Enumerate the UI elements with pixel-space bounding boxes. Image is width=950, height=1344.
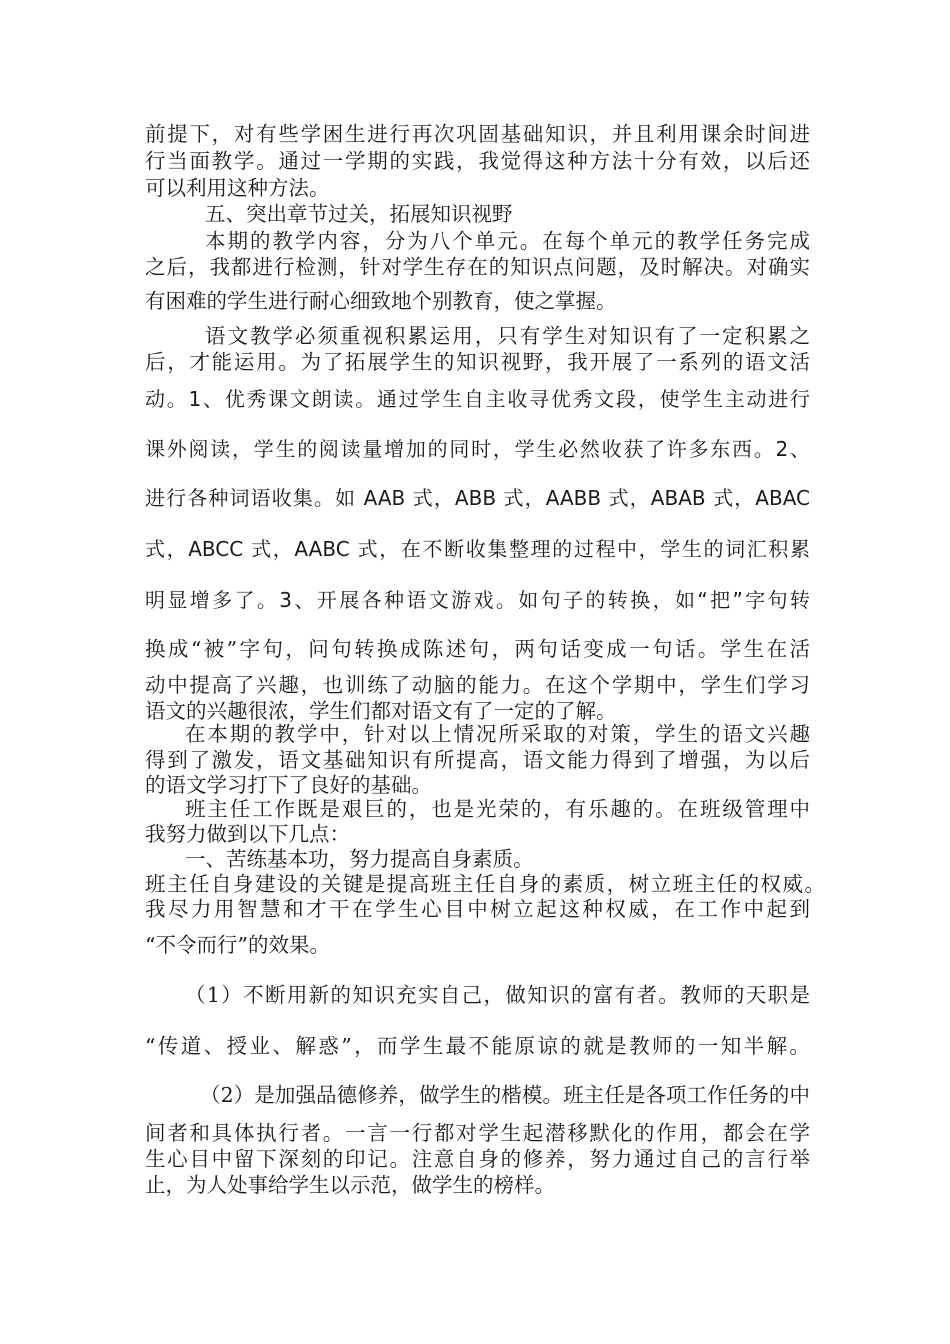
paragraph-line: 语文教学必须重视积累运用，只有学生对知识有了一定积累之: [205, 324, 810, 348]
paragraph-line: 本期的教学内容，分为八个单元。在每个单元的教学任务完成: [205, 229, 810, 253]
paragraph-line: 语文的兴趣很浓，学生们都对语文有了一定的了解。: [145, 699, 617, 723]
paragraph-line: 式，ABCC 式，AABC 式，在不断收集整理的过程中，学生的词汇积累: [145, 537, 810, 561]
section-heading: 一、苦练基本功，努力提高自身素质。: [185, 847, 534, 871]
paragraph-line: 生心目中留下深刻的印记。注意自身的修养，努力通过自己的言行举: [145, 1147, 810, 1171]
paragraph-line: 进行各种词语收集。如 AAB 式，ABB 式，AABB 式，ABAB 式，ABAC: [145, 486, 810, 510]
paragraph-line: （1）不断用新的知识充实自己，做知识的富有者。教师的天职是: [185, 983, 810, 1007]
paragraph-line: 换成“被”字句，问句转换成陈述句，两句话变成一句话。学生在活: [145, 637, 810, 661]
paragraph-line: 课外阅读，学生的阅读量增加的同时，学生必然收获了许多东西。2、: [145, 437, 810, 461]
paragraph-line: 在本期的教学中，针对以上情况所采取的对策，学生的语文兴趣: [185, 722, 810, 746]
paragraph-line: 前提下，对有些学困生进行再次巩固基础知识，并且利用课余时间进: [145, 122, 810, 146]
paragraph-line: 止，为人处事给学生以示范，做学生的榜样。: [145, 1173, 555, 1197]
paragraph-line: “不令而行”的效果。: [145, 933, 330, 957]
paragraph-line: 动。1、优秀课文朗读。通过学生自主收寻优秀文段，使学生主动进行: [145, 387, 810, 411]
paragraph-line: 后，才能运用。为了拓展学生的知识视野，我开展了一系列的语文活: [145, 350, 810, 374]
paragraph-line: 动中提高了兴趣，也训练了动脑的能力。在这个学期中，学生们学习: [145, 673, 810, 697]
paragraph-line: 的语文学习打下了良好的基础。: [145, 773, 432, 797]
paragraph-line: 我努力做到以下几点：: [145, 822, 350, 846]
paragraph-line: （2）是加强品德修养，做学生的楷模。班主任是各项工作任务的中: [200, 1083, 810, 1107]
paragraph-line: 得到了激发，语文基础知识有所提高，语文能力得到了增强，为以后: [145, 748, 810, 772]
paragraph-line: 明显增多了。3、开展各种语文游戏。如句子的转换，如“把”字句转: [145, 588, 810, 612]
paragraph-line: 间者和具体执行者。一言一行都对学生起潜移默化的作用，都会在学: [145, 1121, 810, 1145]
paragraph-line: 可以利用这种方法。: [145, 176, 330, 200]
section-heading: 五、突出章节过关，拓展知识视野: [205, 202, 513, 226]
paragraph-line: 我尽力用智慧和才干在学生心目中树立起这种权威，在工作中起到: [145, 897, 810, 921]
paragraph-line: 班主任工作既是艰巨的，也是光荣的，有乐趣的。在班级管理中: [185, 797, 810, 821]
paragraph-line: 有困难的学生进行耐心细致地个别教育，使之掌握。: [145, 289, 617, 313]
paragraph-line: “传道、授业、解惑”，而学生最不能原谅的就是教师的一知半解。: [145, 1034, 810, 1058]
paragraph-line: 之后，我都进行检测，针对学生存在的知识点问题，及时解决。对确实: [145, 255, 810, 279]
paragraph-line: 班主任自身建设的关键是提高班主任自身的素质，树立班主任的权威。: [145, 872, 825, 896]
paragraph-line: 行当面教学。通过一学期的实践，我觉得这种方法十分有效，以后还: [145, 149, 810, 173]
